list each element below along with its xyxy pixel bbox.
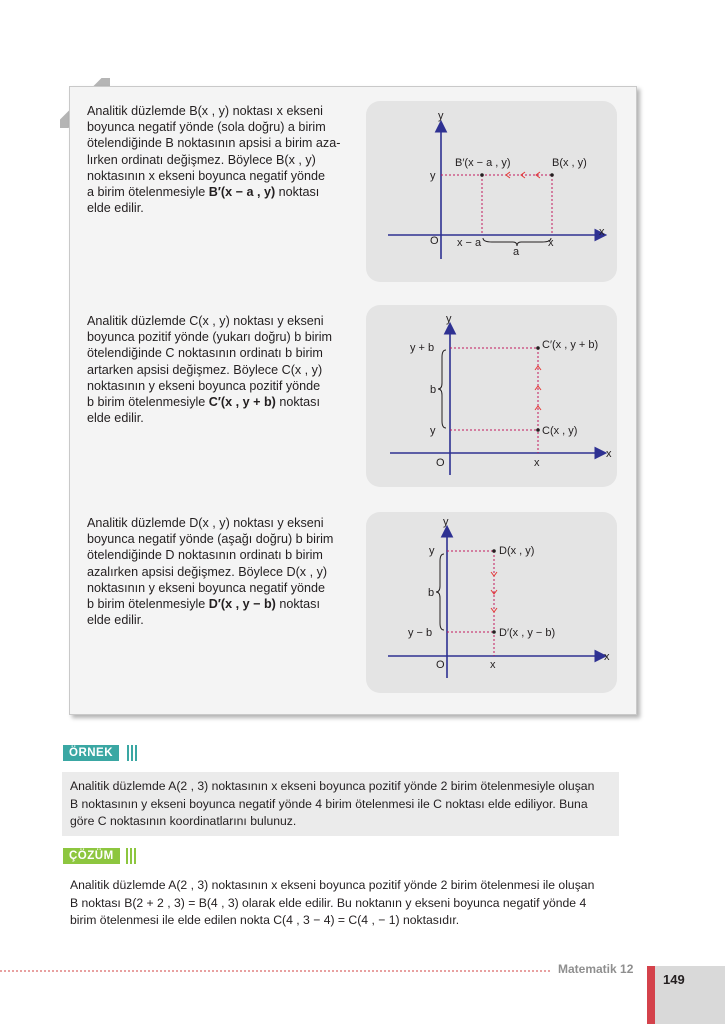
page-accent-bar bbox=[647, 966, 655, 1024]
point-b bbox=[550, 173, 554, 177]
point-label: D′(x , y − b) bbox=[499, 627, 556, 639]
example-label-bars bbox=[127, 745, 139, 761]
para-line: noktasının y ekseni boyunca negatif yönde bbox=[87, 580, 326, 595]
y-axis-label: y bbox=[443, 516, 449, 528]
para-line: Analitik düzlemde B(x , y) noktası x ekseni bbox=[87, 104, 323, 118]
solution-line: birim ötelenmesi ile elde edilen nokta C(4 , 3 − 4) = C(4 , − 1) noktasıdır. bbox=[70, 913, 460, 927]
shift-label: b bbox=[430, 384, 437, 396]
solution-label: ÇÖZÜM bbox=[63, 848, 120, 864]
para-line: Analitik düzlemde C(x , y) noktası y ekseni bbox=[87, 314, 324, 328]
shift-label: a bbox=[513, 246, 520, 258]
para-text: b birim ötelenmesiyle bbox=[87, 395, 209, 410]
para-text: noktası bbox=[275, 395, 320, 410]
point-c bbox=[536, 428, 540, 432]
para-text: noktası bbox=[275, 185, 320, 200]
diagram-panel-3 bbox=[366, 512, 617, 693]
book-title: Matematik 12 bbox=[558, 962, 634, 976]
para-line: boyunca negatif yönde (aşağı doğru) b birim bbox=[87, 532, 334, 547]
y-tick: y − b bbox=[408, 627, 433, 639]
para-text: noktası bbox=[275, 597, 320, 612]
para-line: elde edilir. bbox=[87, 411, 144, 426]
y-axis-label: y bbox=[438, 110, 444, 122]
point-d bbox=[492, 549, 496, 553]
page-number: 149 bbox=[655, 966, 725, 1024]
origin-label: O bbox=[436, 659, 445, 671]
shift-label: b bbox=[428, 587, 435, 599]
para-line: elde edilir. bbox=[87, 613, 144, 628]
solution-line: B noktası B(2 + 2 , 3) = B(4 , 3) olarak elde edilir. Bu noktanın y ekseni boyunca negatif yönde 4 bbox=[70, 895, 587, 910]
para-line bbox=[87, 184, 347, 200]
example-line: göre C noktasının koordinatlarını bulunuz. bbox=[70, 814, 297, 828]
x-axis-label: x bbox=[604, 651, 610, 663]
para-line: lırken ordinatı değişmez. Böylece B(x , y) bbox=[87, 152, 316, 167]
para-text: b birim ötelenmesiyle bbox=[87, 597, 209, 612]
diagram-panel-2 bbox=[366, 305, 617, 487]
solution-label-bars bbox=[126, 848, 138, 864]
brace bbox=[438, 350, 446, 428]
result-point: B′(x − a , y) bbox=[208, 185, 276, 200]
para-text: a birim ötelenmesiyle bbox=[87, 185, 209, 200]
para-line: Analitik düzlemde D(x , y) noktası y ekseni bbox=[87, 516, 324, 530]
para-line: boyunca pozitif yönde (yukarı doğru) b birim bbox=[87, 330, 333, 345]
example-line: Analitik düzlemde A(2 , 3) noktasının x ekseni boyunca pozitif yönde 2 birim ötelenmesiyle oluşan bbox=[70, 779, 595, 793]
point-c-prime bbox=[536, 346, 540, 350]
point-label: C′(x , y + b) bbox=[542, 339, 599, 351]
point-label: B′(x − a , y) bbox=[455, 157, 511, 169]
brace bbox=[483, 238, 551, 246]
brace bbox=[436, 554, 444, 630]
paragraph-horizontal-negative bbox=[87, 103, 347, 216]
example-box bbox=[62, 772, 619, 836]
x-tick: x − a bbox=[457, 237, 482, 249]
para-line: ötelendiğinde C noktasının ordinatı b birim bbox=[87, 346, 323, 361]
y-tick: y + b bbox=[410, 342, 435, 354]
para-line: ötelendiğinde D noktasının ordinatı b birim bbox=[87, 548, 323, 563]
diagram-vertical-up-shift bbox=[366, 305, 617, 487]
origin-label: O bbox=[436, 457, 445, 469]
point-d-prime bbox=[492, 630, 496, 634]
x-tick: x bbox=[490, 659, 496, 671]
para-line: boyunca negatif yönde (sola doğru) a birim bbox=[87, 120, 326, 135]
paragraph-vertical-negative bbox=[87, 515, 347, 628]
point-b-prime bbox=[480, 173, 484, 177]
solution-text bbox=[70, 877, 620, 930]
point-label: D(x , y) bbox=[499, 545, 535, 557]
x-tick: x bbox=[548, 237, 554, 249]
x-axis-label: x bbox=[606, 448, 612, 460]
x-tick: x bbox=[534, 457, 540, 469]
result-point: D′(x , y − b) bbox=[208, 597, 276, 612]
y-tick: y bbox=[429, 545, 435, 557]
result-point: C′(x , y + b) bbox=[208, 395, 276, 410]
para-line: noktasının x ekseni boyunca negatif yönde bbox=[87, 168, 326, 183]
para-line: elde edilir. bbox=[87, 201, 144, 216]
x-axis-label: x bbox=[599, 226, 605, 238]
example-line: B noktasının y ekseni boyunca negatif yönde 4 birim ötelenmesi ile C noktası elde ediliyor. Buna bbox=[70, 796, 588, 811]
footer-dotted-rule bbox=[0, 970, 550, 972]
para-line: artarken apsisi değişmez. Böylece C(x , y) bbox=[87, 362, 323, 377]
point-label: B(x , y) bbox=[552, 157, 587, 169]
point-label: C(x , y) bbox=[542, 425, 578, 437]
diagram-horizontal-shift bbox=[366, 101, 617, 282]
para-line: azalırken apsisi değişmez. Böylece D(x , y) bbox=[87, 564, 328, 579]
origin-label: O bbox=[430, 235, 439, 247]
y-axis-label: y bbox=[446, 313, 452, 325]
para-line: noktasının y ekseni boyunca pozitif yönde bbox=[87, 378, 321, 393]
paragraph-vertical-positive bbox=[87, 313, 347, 426]
para-line bbox=[87, 596, 347, 612]
y-tick: y bbox=[430, 170, 436, 182]
y-tick: y bbox=[430, 425, 436, 437]
solution-line: Analitik düzlemde A(2 , 3) noktasının x ekseni boyunca pozitif yönde 2 birim ötelenmesi ile oluşan bbox=[70, 878, 595, 892]
para-line bbox=[87, 394, 347, 410]
para-line: ötelendiğinde B noktasının apsisi a birim aza- bbox=[87, 136, 341, 151]
diagram-vertical-down-shift bbox=[366, 512, 617, 693]
diagram-panel-1 bbox=[366, 101, 617, 282]
example-label: ÖRNEK bbox=[63, 745, 119, 761]
